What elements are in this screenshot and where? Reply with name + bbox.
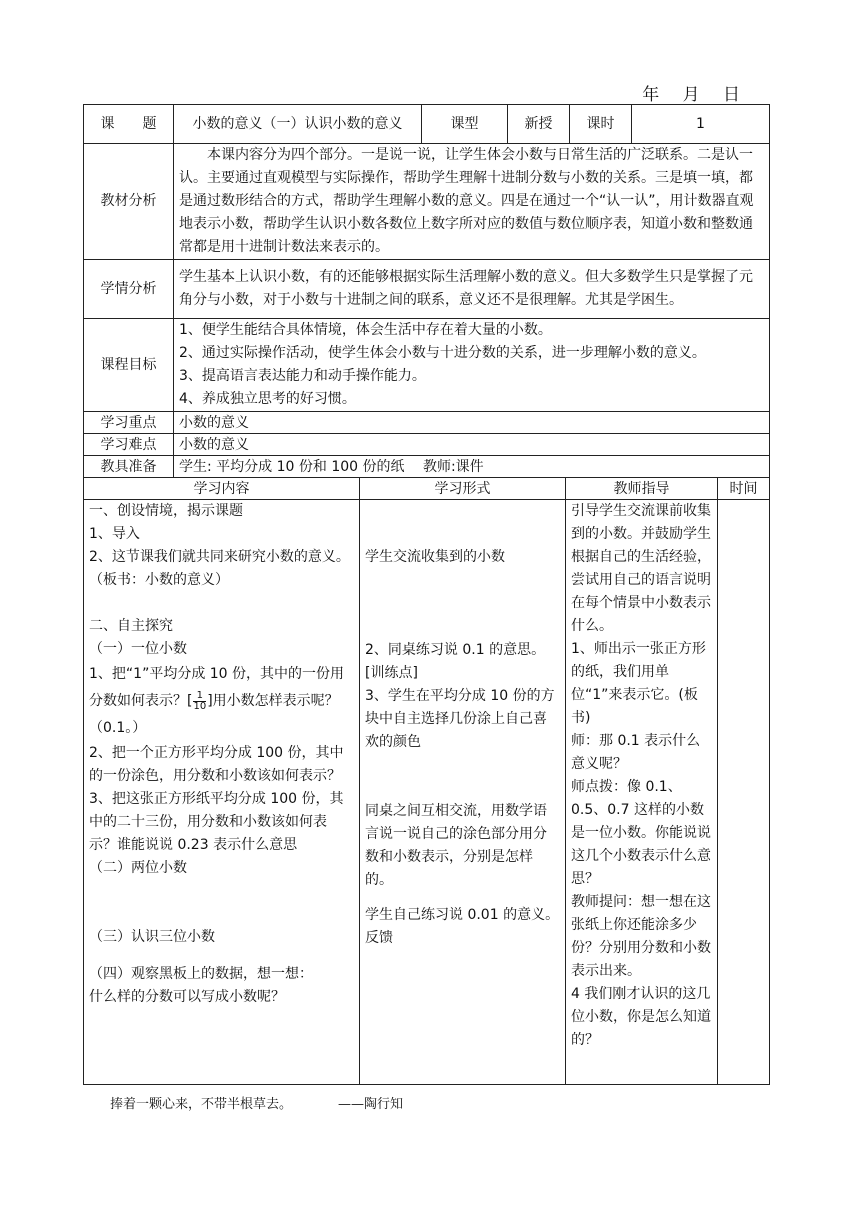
date-day: 日 [723, 85, 742, 105]
difficulty-row [84, 434, 770, 456]
content-line: 3、把这张正方形纸平均分成 100 份，其中的二十三份，用分数和小数该如何表示？谁能说说 0.23 表示什么意思 [89, 791, 344, 853]
content-line-fraction: 1、把“1”平均分成 10 份，其中的一份用分数如何表示？[ $\frac{1}{10}$ ]用小数怎样表示呢？（0.1。） [89, 666, 345, 736]
material-text: 本课内容分为四个部分。一是说一说，让学生体会小数与日常生活的广泛联系。二是认一认。主要通过直观模型与实际操作，帮助学生理解十进制分数与小数的关系。三是填一填，都是通过数形结合的方式，帮助学生理解小数的意义。四是在通过一个“认一认”，用计数器直观地表示小数，帮助学生认识小数各数位上数字所对应的数值与数位顺序表，知道小数和整数通常都是用十进制计数法来表示的。 [174, 144, 770, 260]
content-line: 二、自主探究 [89, 618, 173, 634]
process-table [83, 477, 770, 1085]
student-label: 学情分析 [84, 260, 174, 319]
col-time: 时间 [718, 478, 770, 500]
material-row [84, 144, 770, 260]
guide-line: 4 我们刚才认识的这几位小数，你是怎么知道的？ [571, 986, 711, 1048]
fraction-denominator: 10 [193, 700, 207, 712]
prep-label: 教具准备 [84, 456, 174, 478]
process-body-row [84, 500, 770, 1085]
content-line: （一）一位小数 [89, 641, 187, 657]
title-label: 课 题 [84, 105, 174, 144]
footer-quote [110, 1093, 403, 1112]
header-row [84, 105, 770, 144]
date-year: 年 [642, 85, 662, 105]
prep-row [84, 456, 770, 478]
form-line: 2、同桌练习说 0.1 的意思。[训练点] [365, 642, 546, 681]
goals-list [174, 319, 770, 412]
process-header-row [84, 478, 770, 500]
content-line: （三）认识三位小数 [89, 929, 215, 945]
time-cell [718, 500, 770, 1085]
form-line: 学生自己练习说 0.01 的意义。反馈 [365, 907, 560, 946]
quote-text: 捧着一颗心来，不带半根草去。 [110, 1097, 293, 1112]
goal-item: 2、通过实际操作活动，使学生体会小数与十进分数的关系，进一步理解小数的意义。 [179, 345, 706, 361]
hours-value: 1 [632, 105, 770, 144]
content-line: 2、把一个正方形平均分成 100 份，其中的一份涂色，用分数和小数该如何表示？ [89, 745, 344, 784]
goals-row [84, 319, 770, 412]
goal-item: 4、养成独立思考的好习惯。 [179, 391, 356, 407]
fraction [193, 691, 206, 712]
prep-value: 学生: 平均分成 10 份和 100 份的纸 教师:课件 [174, 456, 770, 478]
guide-cell [566, 500, 718, 1085]
goals-label: 课程目标 [84, 319, 174, 412]
form-cell [360, 500, 566, 1085]
guide-line: 教师提问：想一想在这张纸上你还能涂多少份？分别用分数和小数表示出来。 [571, 894, 711, 979]
content-line: 什么样的分数可以写成小数呢？ [89, 989, 285, 1005]
col-content: 学习内容 [84, 478, 360, 500]
content-line: 一、创设情境，揭示课题 [89, 503, 243, 519]
col-guide: 教师指导 [566, 478, 718, 500]
guide-line: 引导学生交流课前收集到的小数。并鼓励学生根据自己的生活经验，尝试用自己的语言说明在每个情景中小数表示什么。 [571, 503, 711, 634]
fraction-numerator: 1 [193, 691, 206, 702]
key-row [84, 412, 770, 434]
lesson-info-table [83, 104, 770, 478]
col-form: 学习形式 [360, 478, 566, 500]
hours-label: 课时 [570, 105, 632, 144]
goal-item: 1、便学生能结合具体情境，体会生活中存在着大量的小数。 [179, 322, 552, 338]
title-value: 小数的意义（一）认识小数的意义 [174, 105, 422, 144]
form-line: 学生交流收集到的小数 [365, 549, 505, 565]
student-text: 学生基本上认识小数，有的还能够根据实际生活理解小数的意义。但大多数学生只是掌握了元角分与小数，对于小数与十进制之间的联系，意义还不是很理解。尤其是学困生。 [174, 260, 770, 319]
lesson-plan-sheet [83, 104, 769, 1085]
guide-line: 1、师出示一张正方形的纸，我们用单位“1”来表示它。(板书) [571, 641, 706, 726]
quote-author: ——陶行知 [338, 1097, 404, 1112]
form-line: 3、学生在平均分成 10 份的方块中自主选择几份涂上自己喜欢的颜色 [365, 688, 555, 750]
content-line: （四）观察黑板上的数据，想一想： [89, 966, 313, 982]
difficulty-value: 小数的意义 [174, 434, 770, 456]
guide-line: 师点拨：像 0.1、0.5、0.7 这样的小数是一位小数。你能说说这几个小数表示什么意思？ [571, 779, 711, 887]
difficulty-label: 学习难点 [84, 434, 174, 456]
key-label: 学习重点 [84, 412, 174, 434]
material-label: 教材分析 [84, 144, 174, 260]
date-line [628, 80, 742, 105]
student-row [84, 260, 770, 319]
guide-line: 师：那 0.1 表示什么意义呢？ [571, 733, 701, 772]
content-cell [84, 500, 360, 1085]
content-line: （二）两位小数 [89, 860, 187, 876]
type-label: 课型 [422, 105, 508, 144]
type-value: 新授 [508, 105, 570, 144]
key-value: 小数的意义 [174, 412, 770, 434]
content-line: 1、导入 [89, 526, 140, 542]
form-line: 同桌之间互相交流，用数学语言说一说自己的涂色部分用分数和小数表示，分别是怎样的。 [365, 803, 547, 888]
goal-item: 3、提高语言表达能力和动手操作能力。 [179, 368, 426, 384]
date-month: 月 [682, 85, 702, 105]
content-line: 2、这节课我们就共同来研究小数的意义。（板书：小数的意义） [89, 549, 350, 588]
